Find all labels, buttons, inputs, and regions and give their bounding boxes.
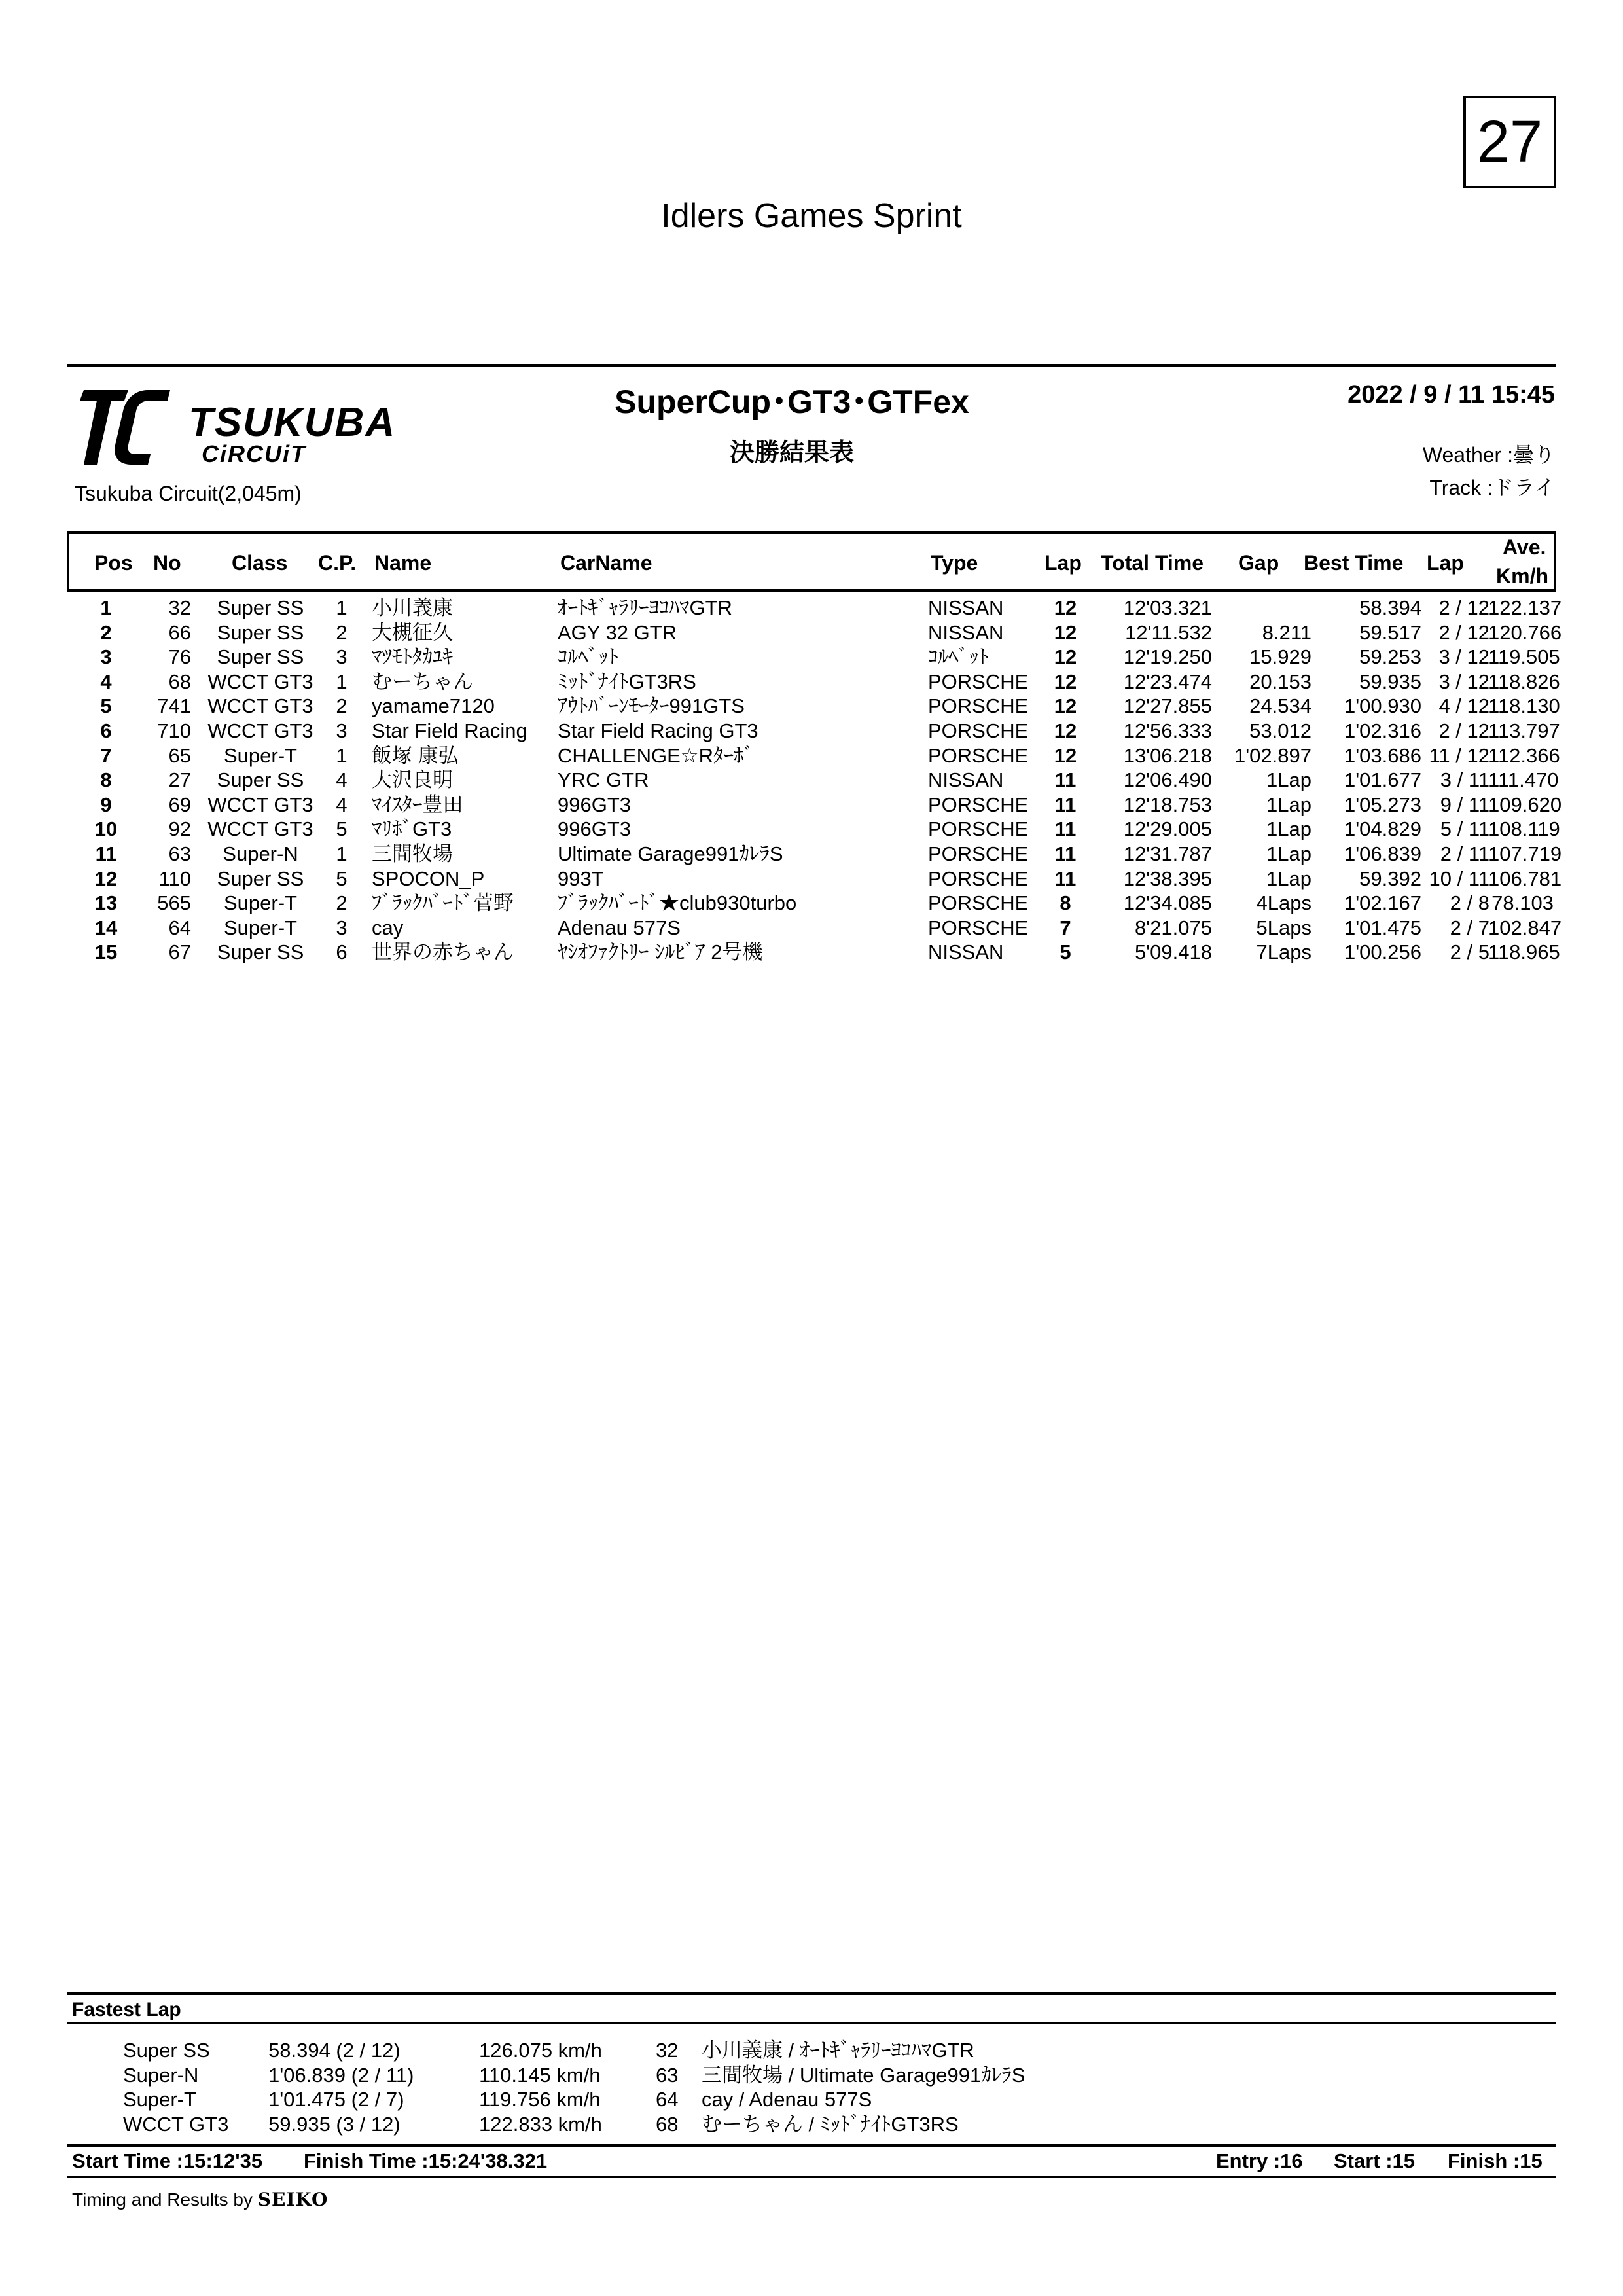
- cell-cp: 6: [336, 941, 348, 964]
- cell-total: 12'18.753: [1123, 793, 1212, 816]
- cell-cp: 1: [336, 596, 348, 619]
- cell-pos: 7: [100, 744, 112, 767]
- tsukuba-circuit-logo: [77, 385, 418, 470]
- cell-blap: 2 / 12: [1438, 719, 1489, 742]
- circuit-name: Tsukuba Circuit(2,045m): [75, 482, 302, 505]
- cell-total: 12'29.005: [1123, 817, 1212, 841]
- cell-ave: 109.620: [1488, 793, 1562, 816]
- footer-bottom-rule: [67, 2176, 1556, 2178]
- table-row: [67, 620, 1562, 645]
- fastest-lap-row: [67, 2087, 1556, 2112]
- table-row: [67, 670, 1560, 694]
- col-total-time: Total Time: [1101, 551, 1204, 575]
- cell-type: PORSCHE: [928, 744, 1029, 767]
- cell-class: Super SS: [217, 645, 304, 669]
- cell-pos: 2: [100, 620, 112, 644]
- footer-bar: [67, 2147, 1556, 2172]
- cell-ave: 102.847: [1488, 916, 1562, 939]
- cell-ave: 107.719: [1488, 842, 1562, 865]
- cell-no: 66: [168, 620, 191, 644]
- header-rule: [67, 364, 1556, 367]
- cell-no: 65: [168, 744, 191, 767]
- cell-class: Super-T: [224, 744, 297, 767]
- table-row: [67, 867, 1562, 891]
- cell-blap: 11 / 12: [1429, 744, 1489, 767]
- cell-lap: 11: [1054, 867, 1077, 890]
- cell-name: SPOCON_P: [372, 867, 485, 890]
- cell-no: 76: [168, 645, 191, 669]
- page-number: 27: [1463, 96, 1556, 188]
- col-class: Class: [232, 551, 288, 575]
- cell-blap: 2 / 8: [1450, 891, 1489, 915]
- cell-ave: 106.781: [1488, 867, 1562, 890]
- event-title: Idlers Games Sprint: [661, 197, 962, 235]
- cell-pos: 11: [95, 842, 117, 865]
- cell-blap: 9 / 11: [1440, 793, 1489, 816]
- timing-text: Timing and Results by: [72, 2189, 253, 2210]
- cell-lap: 11: [1054, 817, 1077, 841]
- cell-name: 三間牧場: [372, 842, 453, 865]
- cell-cp: 2: [336, 694, 348, 718]
- cell-total: 12'56.333: [1123, 719, 1212, 742]
- fastest-lap-driver: むーちゃん / ﾐｯﾄﾞﾅｲﾄGT3RS: [702, 2112, 959, 2136]
- fastest-lap-row: [67, 2112, 1556, 2137]
- col-carname: CarName: [560, 551, 652, 575]
- cell-name: 大沢良明: [372, 768, 453, 792]
- cell-pos: 6: [100, 719, 112, 742]
- cell-total: 12'31.787: [1123, 842, 1212, 865]
- fastest-lap-row: [67, 2038, 1556, 2063]
- result-subtitle: 決勝結果表: [729, 439, 854, 467]
- cell-total: 12'27.855: [1123, 694, 1212, 718]
- col-name: Name: [374, 551, 432, 575]
- fastest-lap-speed: 119.756 km/h: [479, 2088, 601, 2111]
- cell-ave: 118.965: [1488, 941, 1560, 964]
- cell-car: 996GT3: [558, 817, 632, 841]
- cell-type: PORSCHE: [928, 670, 1029, 693]
- cell-name: 小川義康: [372, 596, 453, 619]
- cell-car: CHALLENGE☆Rﾀｰﾎﾞ: [558, 744, 754, 767]
- cell-no: 741: [157, 694, 191, 718]
- cell-lap: 12: [1054, 596, 1077, 619]
- cell-car: 996GT3: [558, 793, 632, 816]
- fastest-lap-class: Super-T: [123, 2088, 196, 2111]
- results-table-body: [67, 596, 1562, 965]
- cell-cp: 5: [336, 817, 348, 841]
- cell-car: ｺﾙﾍﾞｯﾄ: [558, 645, 618, 669]
- cell-best: 1'01.677: [1344, 768, 1421, 792]
- fastest-lap-title: Fastest Lap: [72, 1999, 181, 2020]
- cell-gap: 53.012: [1249, 719, 1311, 742]
- cell-best: 1'04.829: [1344, 817, 1421, 841]
- fastest-lap-speed: 126.075 km/h: [479, 2039, 602, 2062]
- cell-best: 59.253: [1359, 645, 1421, 669]
- cell-ave: 119.505: [1488, 645, 1560, 669]
- cell-no: 92: [168, 817, 191, 841]
- cell-pos: 13: [94, 891, 118, 915]
- cell-cp: 1: [336, 670, 348, 693]
- cell-total: 12'19.250: [1123, 645, 1212, 669]
- cell-name: 大槻征久: [372, 620, 453, 644]
- cell-no: 69: [168, 793, 191, 816]
- fastest-lap-speed: 110.145 km/h: [479, 2063, 601, 2087]
- fastest-lap-no: 63: [656, 2063, 679, 2087]
- table-row: [67, 719, 1560, 744]
- fastest-lap-driver: 小川義康 / ｵｰﾄｷﾞｬﾗﾘｰﾖｺﾊﾏGTR: [702, 2039, 974, 2062]
- fastest-lap-no: 68: [656, 2112, 679, 2136]
- cell-gap: 1Lap: [1266, 867, 1311, 890]
- cell-type: NISSAN: [928, 941, 1004, 964]
- results-table-header: [67, 531, 1556, 592]
- fastest-lap-top-rule: [67, 1992, 1556, 1995]
- cell-lap: 5: [1060, 941, 1071, 964]
- cell-gap: 5Laps: [1256, 916, 1311, 939]
- col-best-time: Best Time: [1304, 551, 1404, 575]
- cell-car: ｵｰﾄｷﾞｬﾗﾘｰﾖｺﾊﾏGTR: [558, 596, 732, 619]
- cell-best: 59.517: [1359, 620, 1421, 644]
- cell-type: PORSCHE: [928, 719, 1029, 742]
- cell-gap: 8.211: [1262, 620, 1311, 644]
- cell-blap: 5 / 11: [1440, 817, 1489, 841]
- cell-cp: 4: [336, 793, 348, 816]
- col-pos: Pos: [94, 551, 133, 575]
- cell-type: PORSCHE: [928, 842, 1029, 865]
- cell-no: 710: [157, 719, 191, 742]
- cell-blap: 2 / 11: [1440, 842, 1489, 865]
- weather-status: Weather :曇り: [1422, 443, 1555, 467]
- cell-class: WCCT GT3: [207, 694, 313, 718]
- cell-blap: 4 / 12: [1438, 694, 1489, 718]
- cell-ave: 78.103: [1491, 891, 1554, 915]
- cell-no: 27: [168, 768, 191, 792]
- cell-name: ﾏﾂﾓﾄﾀｶﾕｷ: [372, 645, 453, 669]
- cell-blap: 3 / 12: [1438, 645, 1489, 669]
- fastest-lap-list: [67, 2038, 1556, 2136]
- fastest-lap-driver: 三間牧場 / Ultimate Garage991ｶﾚﾗS: [702, 2063, 1026, 2087]
- cell-blap: 3 / 11: [1440, 768, 1489, 792]
- cell-car: 993T: [558, 867, 604, 890]
- cell-total: 12'11.532: [1125, 620, 1212, 644]
- cell-lap: 12: [1054, 694, 1077, 718]
- fastest-lap-time: 58.394 (2 / 12): [268, 2039, 401, 2062]
- cell-best: 1'06.839: [1344, 842, 1421, 865]
- table-row: [67, 744, 1560, 768]
- cell-lap: 11: [1054, 793, 1077, 816]
- cell-lap: 12: [1054, 645, 1077, 669]
- cell-lap: 11: [1054, 842, 1077, 865]
- col-ave-unit: Km/h: [1496, 564, 1548, 588]
- cell-class: Super SS: [217, 620, 304, 644]
- fastest-lap-time: 59.935 (3 / 12): [268, 2112, 401, 2136]
- cell-ave: 122.137: [1488, 596, 1562, 619]
- cell-gap: 1Lap: [1266, 768, 1311, 792]
- cell-pos: 9: [100, 793, 112, 816]
- cell-type: NISSAN: [928, 768, 1004, 792]
- cell-cp: 2: [336, 620, 348, 644]
- cell-name: cay: [372, 916, 404, 939]
- cell-cp: 4: [336, 768, 348, 792]
- cell-best: 1'02.167: [1344, 891, 1421, 915]
- cell-pos: 15: [94, 941, 118, 964]
- cell-best: 1'01.475: [1344, 916, 1421, 939]
- cell-pos: 8: [100, 768, 112, 792]
- cell-car: Adenau 577S: [558, 916, 681, 939]
- table-row: [67, 768, 1559, 793]
- cell-class: WCCT GT3: [207, 793, 313, 816]
- cell-class: Super-T: [224, 891, 297, 915]
- table-row: [67, 793, 1562, 817]
- cell-name: むーちゃん: [372, 670, 473, 693]
- tc-logo-mark: [77, 385, 418, 470]
- cell-lap: 12: [1054, 744, 1077, 767]
- cell-total: 12'34.085: [1123, 891, 1212, 915]
- seiko-logo: SEIKO: [257, 2189, 329, 2210]
- cell-blap: 2 / 12: [1438, 596, 1489, 619]
- cell-pos: 4: [100, 670, 112, 693]
- cell-ave: 112.366: [1488, 744, 1560, 767]
- cell-car: ｱｳﾄﾊﾞｰﾝﾓｰﾀｰ991GTS: [558, 694, 745, 718]
- col-lap: Lap: [1044, 551, 1082, 575]
- cell-no: 63: [168, 842, 191, 865]
- finish-count: Finish :15: [1448, 2149, 1543, 2172]
- cell-ave: 120.766: [1488, 620, 1562, 644]
- cell-class: Super-N: [223, 842, 298, 865]
- fastest-lap-class: Super-N: [123, 2063, 199, 2087]
- cell-type: PORSCHE: [928, 793, 1029, 816]
- fastest-lap-rule: [67, 2022, 1556, 2024]
- cell-name: Star Field Racing: [372, 719, 527, 742]
- cell-car: Ultimate Garage991ｶﾚﾗS: [558, 842, 783, 865]
- cell-no: 565: [157, 891, 191, 915]
- cell-best: 59.935: [1359, 670, 1421, 693]
- cell-no: 32: [168, 596, 191, 619]
- cell-class: Super SS: [217, 941, 304, 964]
- col-gap: Gap: [1238, 551, 1279, 575]
- cell-class: Super-T: [224, 916, 297, 939]
- cell-pos: 14: [94, 916, 118, 939]
- cell-best: 1'05.273: [1344, 793, 1421, 816]
- cell-type: PORSCHE: [928, 891, 1029, 915]
- cell-cp: 3: [336, 916, 348, 939]
- cell-car: Star Field Racing GT3: [558, 719, 758, 742]
- table-row: [67, 817, 1560, 842]
- race-datetime: 2022 / 9 / 11 15:45: [1347, 381, 1555, 408]
- cell-pos: 12: [94, 867, 118, 890]
- cell-gap: 1Lap: [1266, 842, 1311, 865]
- table-row: [67, 596, 1562, 620]
- cell-lap: 12: [1054, 620, 1077, 644]
- cell-best: 1'03.686: [1344, 744, 1421, 767]
- cell-no: 110: [158, 867, 191, 890]
- race-title: SuperCup･GT3･GTFex: [615, 384, 969, 420]
- cell-no: 64: [168, 916, 191, 939]
- cell-cp: 3: [336, 719, 348, 742]
- cell-gap: 1'02.897: [1234, 744, 1311, 767]
- cell-blap: 3 / 12: [1438, 670, 1489, 693]
- col-cp: C.P.: [318, 551, 357, 575]
- cell-car: ﾌﾞﾗｯｸﾊﾞｰﾄﾞ★club930turbo: [558, 891, 797, 915]
- cell-best: 1'00.930: [1344, 694, 1421, 718]
- cell-car: ﾔｼｵﾌｧｸﾄﾘｰ ｼﾙﾋﾞｱ 2号機: [558, 941, 763, 964]
- timing-credit: [72, 2189, 328, 2210]
- cell-class: Super SS: [217, 596, 304, 619]
- entry-count: Entry :16: [1216, 2149, 1303, 2172]
- cell-ave: 111.470: [1488, 768, 1559, 792]
- fastest-lap-driver: cay / Adenau 577S: [702, 2088, 872, 2111]
- cell-best: 59.392: [1359, 867, 1421, 890]
- cell-gap: 1Lap: [1266, 793, 1311, 816]
- cell-lap: 8: [1060, 891, 1071, 915]
- cell-pos: 3: [100, 645, 112, 669]
- table-row: [67, 645, 1560, 670]
- cell-best: 1'00.256: [1344, 941, 1421, 964]
- fastest-lap-no: 64: [656, 2088, 679, 2111]
- cell-total: 5'09.418: [1135, 941, 1212, 964]
- cell-gap: 20.153: [1249, 670, 1311, 693]
- cell-type: NISSAN: [928, 620, 1004, 644]
- cell-pos: 5: [100, 694, 112, 718]
- table-row: [67, 940, 1560, 965]
- cell-best: 1'02.316: [1344, 719, 1421, 742]
- cell-blap: 10 / 11: [1429, 867, 1489, 890]
- cell-car: ﾐｯﾄﾞﾅｲﾄGT3RS: [558, 670, 696, 693]
- cell-class: WCCT GT3: [207, 817, 313, 841]
- track-status: Track :ドライ: [1429, 476, 1555, 499]
- fastest-lap-class: WCCT GT3: [123, 2112, 229, 2136]
- cell-total: 12'38.395: [1123, 867, 1212, 890]
- cell-lap: 12: [1054, 670, 1077, 693]
- table-row: [67, 842, 1562, 867]
- cell-ave: 118.130: [1488, 694, 1560, 718]
- fastest-lap-row: [67, 2063, 1556, 2088]
- cell-name: ﾏｲｽﾀｰ豊田: [372, 793, 463, 816]
- cell-blap: 2 / 5: [1450, 941, 1489, 964]
- fastest-lap-no: 32: [656, 2039, 679, 2062]
- table-row: [67, 694, 1560, 719]
- cell-no: 68: [168, 670, 191, 693]
- start-count: Start :15: [1334, 2149, 1416, 2172]
- cell-gap: 4Laps: [1256, 891, 1311, 915]
- cell-type: PORSCHE: [928, 916, 1029, 939]
- cell-ave: 118.826: [1488, 670, 1560, 693]
- cell-blap: 2 / 7: [1450, 916, 1489, 939]
- cell-cp: 5: [336, 867, 348, 890]
- cell-pos: 1: [100, 596, 112, 619]
- cell-name: 飯塚 康弘: [372, 744, 459, 767]
- col-best-lap: Lap: [1427, 551, 1464, 575]
- logo-name: TSUKUBA: [188, 400, 397, 445]
- cell-type: PORSCHE: [928, 817, 1029, 841]
- cell-class: Super SS: [217, 768, 304, 792]
- cell-name: 世界の赤ちゃん: [372, 941, 514, 964]
- cell-cp: 1: [336, 744, 348, 767]
- cell-ave: 108.119: [1488, 817, 1560, 841]
- cell-total: 12'06.490: [1123, 768, 1212, 792]
- logo-sub: CiRCUiT: [202, 440, 306, 467]
- cell-pos: 10: [94, 817, 118, 841]
- cell-gap: 24.534: [1249, 694, 1311, 718]
- cell-blap: 2 / 12: [1438, 620, 1489, 644]
- cell-cp: 2: [336, 891, 348, 915]
- fastest-lap-time: 1'01.475 (2 / 7): [268, 2088, 404, 2111]
- cell-class: WCCT GT3: [207, 719, 313, 742]
- cell-gap: 7Laps: [1256, 941, 1311, 964]
- col-no: No: [153, 551, 181, 575]
- cell-name: ﾏﾘﾎﾞGT3: [372, 817, 452, 841]
- cell-car: AGY 32 GTR: [558, 620, 677, 644]
- finish-time: Finish Time :15:24'38.321: [304, 2149, 548, 2172]
- cell-best: 58.394: [1359, 596, 1421, 619]
- cell-name: ﾌﾞﾗｯｸﾊﾞｰﾄﾞ菅野: [372, 891, 514, 915]
- cell-car: YRC GTR: [558, 768, 649, 792]
- table-row: [67, 891, 1556, 916]
- cell-type: PORSCHE: [928, 694, 1029, 718]
- cell-gap: 15.929: [1249, 645, 1311, 669]
- cell-ave: 113.797: [1488, 719, 1560, 742]
- start-time: Start Time :15:12'35: [72, 2149, 263, 2172]
- col-type: Type: [931, 551, 978, 575]
- fastest-lap-time: 1'06.839 (2 / 11): [268, 2063, 414, 2087]
- cell-class: Super SS: [217, 867, 304, 890]
- cell-type: NISSAN: [928, 596, 1004, 619]
- cell-lap: 11: [1054, 768, 1077, 792]
- col-ave: Ave.: [1503, 535, 1546, 559]
- cell-lap: 12: [1054, 719, 1077, 742]
- cell-type: PORSCHE: [928, 867, 1029, 890]
- cell-no: 67: [168, 941, 191, 964]
- cell-cp: 3: [336, 645, 348, 669]
- fastest-lap-speed: 122.833 km/h: [479, 2112, 602, 2136]
- cell-cp: 1: [336, 842, 348, 865]
- cell-total: 8'21.075: [1135, 916, 1212, 939]
- cell-lap: 7: [1060, 916, 1071, 939]
- cell-class: WCCT GT3: [207, 670, 313, 693]
- cell-name: yamame7120: [372, 694, 495, 718]
- cell-gap: 1Lap: [1266, 817, 1311, 841]
- table-row: [67, 916, 1562, 941]
- fastest-lap-class: Super SS: [123, 2039, 210, 2062]
- cell-total: 12'23.474: [1123, 670, 1212, 693]
- cell-type: ｺﾙﾍﾞｯﾄ: [928, 645, 989, 669]
- cell-total: 13'06.218: [1123, 744, 1212, 767]
- cell-total: 12'03.321: [1123, 596, 1212, 619]
